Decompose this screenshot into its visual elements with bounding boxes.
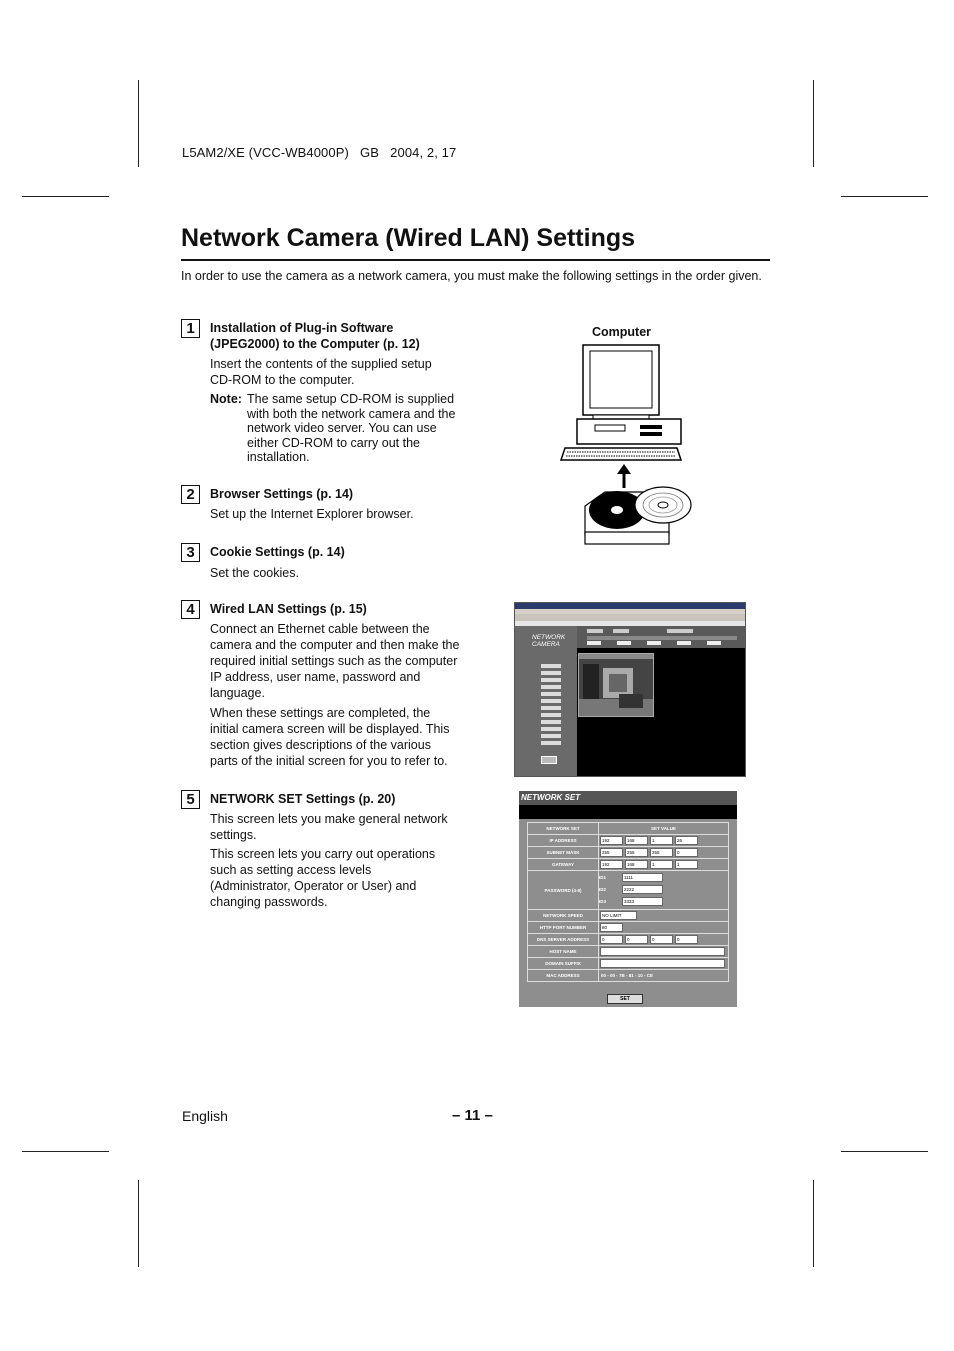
step-5-title: NETWORK SET Settings (p. 20) bbox=[210, 792, 396, 806]
table-row bbox=[528, 922, 729, 934]
footer-language: English bbox=[182, 1108, 228, 1124]
table-row bbox=[528, 946, 729, 958]
network-set-table bbox=[527, 822, 729, 982]
password-fields bbox=[599, 871, 729, 910]
table-row bbox=[528, 871, 729, 910]
step-4-title: Wired LAN Settings (p. 15) bbox=[210, 602, 367, 616]
live-image bbox=[578, 653, 654, 717]
password-id-label: ID2 bbox=[599, 887, 607, 892]
http-port-input[interactable]: 80 bbox=[600, 923, 623, 932]
set-button[interactable]: SET bbox=[607, 994, 643, 1004]
host-name-input[interactable] bbox=[600, 947, 725, 956]
speed-select[interactable]: NO LIMIT bbox=[600, 911, 637, 920]
step-2-title: Browser Settings (p. 14) bbox=[210, 487, 354, 501]
ip-label: IP ADDRESS bbox=[528, 835, 599, 847]
crop-mark bbox=[138, 80, 139, 167]
crop-mark bbox=[813, 80, 814, 167]
mask-octet-input[interactable]: 0 bbox=[675, 848, 698, 857]
crop-mark bbox=[813, 1180, 814, 1267]
page-number: – 11 – bbox=[452, 1107, 493, 1124]
ip-octet-input[interactable]: 192 bbox=[600, 836, 623, 845]
step-4-body-1: Connect an Ethernet cable between the camera and the computer and then make the required initial settings such as the computer IP address, user name, password and language. bbox=[210, 622, 460, 700]
gateway-octet-input[interactable]: 1 bbox=[675, 860, 698, 869]
password-label: PASSWORD (4-8) bbox=[528, 871, 599, 910]
step-1-note-label: Note: bbox=[210, 392, 242, 406]
computer-illustration bbox=[555, 340, 695, 546]
step-1-number: 1 bbox=[181, 319, 200, 338]
crop-mark bbox=[22, 196, 109, 197]
step-3-title: Cookie Settings (p. 14) bbox=[210, 545, 345, 559]
gateway-label: GATEWAY bbox=[528, 859, 599, 871]
page-title: Network Camera (Wired LAN) Settings bbox=[181, 224, 636, 252]
table-row bbox=[528, 847, 729, 859]
figure-caption: Computer bbox=[592, 325, 652, 339]
table-row bbox=[528, 958, 729, 970]
step-5-number: 5 bbox=[181, 790, 200, 809]
dns-octet-input[interactable]: 0 bbox=[625, 935, 648, 944]
http-port-field bbox=[599, 922, 729, 934]
table-row bbox=[528, 910, 729, 922]
network-set-title: NETWORK SET bbox=[519, 791, 737, 805]
dns-fields bbox=[599, 934, 729, 946]
password-id-label: ID3 bbox=[599, 899, 607, 904]
speed-label: NETWORK SPEED bbox=[528, 910, 599, 922]
camera-screen-screenshot bbox=[514, 602, 746, 777]
gateway-fields bbox=[599, 859, 729, 871]
ip-octet-input[interactable]: 168 bbox=[625, 836, 648, 845]
table-row bbox=[528, 859, 729, 871]
password-input[interactable]: 1111 bbox=[622, 873, 663, 882]
password-input[interactable]: 2222 bbox=[622, 885, 663, 894]
ip-octet-input[interactable]: 26 bbox=[675, 836, 698, 845]
crop-mark bbox=[138, 1180, 139, 1267]
table-row bbox=[528, 934, 729, 946]
ip-fields bbox=[599, 835, 729, 847]
intro-text: In order to use the camera as a network camera, you must make the following settings in the order given. bbox=[181, 269, 762, 283]
step-3-number: 3 bbox=[181, 543, 200, 562]
network-set-screenshot bbox=[519, 791, 737, 1007]
mac-value: 00 - 00 - 7B - 81 - 10 - CE bbox=[599, 970, 729, 982]
crop-mark bbox=[841, 1151, 928, 1152]
brand-label: NETWORK CAMERA bbox=[532, 634, 566, 648]
speed-field bbox=[599, 910, 729, 922]
header-band bbox=[519, 805, 737, 819]
dns-label: DNS SERVER ADDRESS bbox=[528, 934, 599, 946]
crop-mark bbox=[841, 196, 928, 197]
table-row bbox=[528, 970, 729, 982]
step-4-number: 4 bbox=[181, 600, 200, 619]
gateway-octet-input[interactable]: 192 bbox=[600, 860, 623, 869]
sidebar bbox=[515, 626, 577, 776]
step-2-number: 2 bbox=[181, 485, 200, 504]
crop-mark bbox=[22, 1151, 109, 1152]
mask-octet-input[interactable]: 255 bbox=[600, 848, 623, 857]
dns-octet-input[interactable]: 0 bbox=[600, 935, 623, 944]
step-2-body: Set up the Internet Explorer browser. bbox=[210, 507, 414, 521]
dns-octet-input[interactable]: 0 bbox=[650, 935, 673, 944]
toolbar bbox=[515, 614, 745, 621]
title-rule bbox=[181, 259, 770, 261]
step-1-body-line2: CD-ROM to the computer. bbox=[210, 373, 355, 387]
host-name-label: HOST NAME bbox=[528, 946, 599, 958]
domain-suffix-field bbox=[599, 958, 729, 970]
domain-suffix-label: DOMAIN SUFFIX bbox=[528, 958, 599, 970]
step-1-note-text: The same setup CD-ROM is supplied with both the network camera and the network video server. You can use either CD-ROM to carry out the installation. bbox=[247, 392, 456, 465]
step-5-body-2: This screen lets you carry out operations such as setting access levels (Administrator, Operator or User) and changing passwords. bbox=[210, 847, 436, 909]
col-header-value: SET VALUE bbox=[599, 823, 729, 835]
ip-octet-input[interactable]: 1 bbox=[650, 836, 673, 845]
password-id-label: ID1 bbox=[599, 875, 607, 880]
mask-fields bbox=[599, 847, 729, 859]
gateway-octet-input[interactable]: 1 bbox=[650, 860, 673, 869]
mask-octet-input[interactable]: 255 bbox=[625, 848, 648, 857]
step-5-body-1: This screen lets you make general network settings. bbox=[210, 812, 448, 842]
col-header-item: NETWORK SET bbox=[528, 823, 599, 835]
control-strip bbox=[577, 626, 745, 648]
step-4-body-2: When these settings are completed, the initial camera screen will be displayed. This section gives descriptions of the various parts of the initial screen for you to refer to. bbox=[210, 706, 450, 768]
step-3-body: Set the cookies. bbox=[210, 566, 299, 580]
mask-octet-input[interactable]: 255 bbox=[650, 848, 673, 857]
step-1-title-line2: (JPEG2000) to the Computer (p. 12) bbox=[210, 337, 420, 351]
domain-suffix-input[interactable] bbox=[600, 959, 725, 968]
gateway-octet-input[interactable]: 168 bbox=[625, 860, 648, 869]
host-name-field bbox=[599, 946, 729, 958]
table-row bbox=[528, 823, 729, 835]
table-row bbox=[528, 835, 729, 847]
http-port-label: HTTP PORT NUMBER bbox=[528, 922, 599, 934]
mask-label: SUBNET MASK bbox=[528, 847, 599, 859]
doc-header: L5AM2/XE (VCC-WB4000P) GB 2004, 2, 17 bbox=[182, 145, 457, 160]
step-1-title-line1: Installation of Plug-in Software bbox=[210, 321, 394, 335]
mac-label: MAC ADDRESS bbox=[528, 970, 599, 982]
step-1-body-line1: Insert the contents of the supplied setup bbox=[210, 357, 432, 371]
password-input[interactable]: 3333 bbox=[622, 897, 663, 906]
dns-octet-input[interactable]: 0 bbox=[675, 935, 698, 944]
